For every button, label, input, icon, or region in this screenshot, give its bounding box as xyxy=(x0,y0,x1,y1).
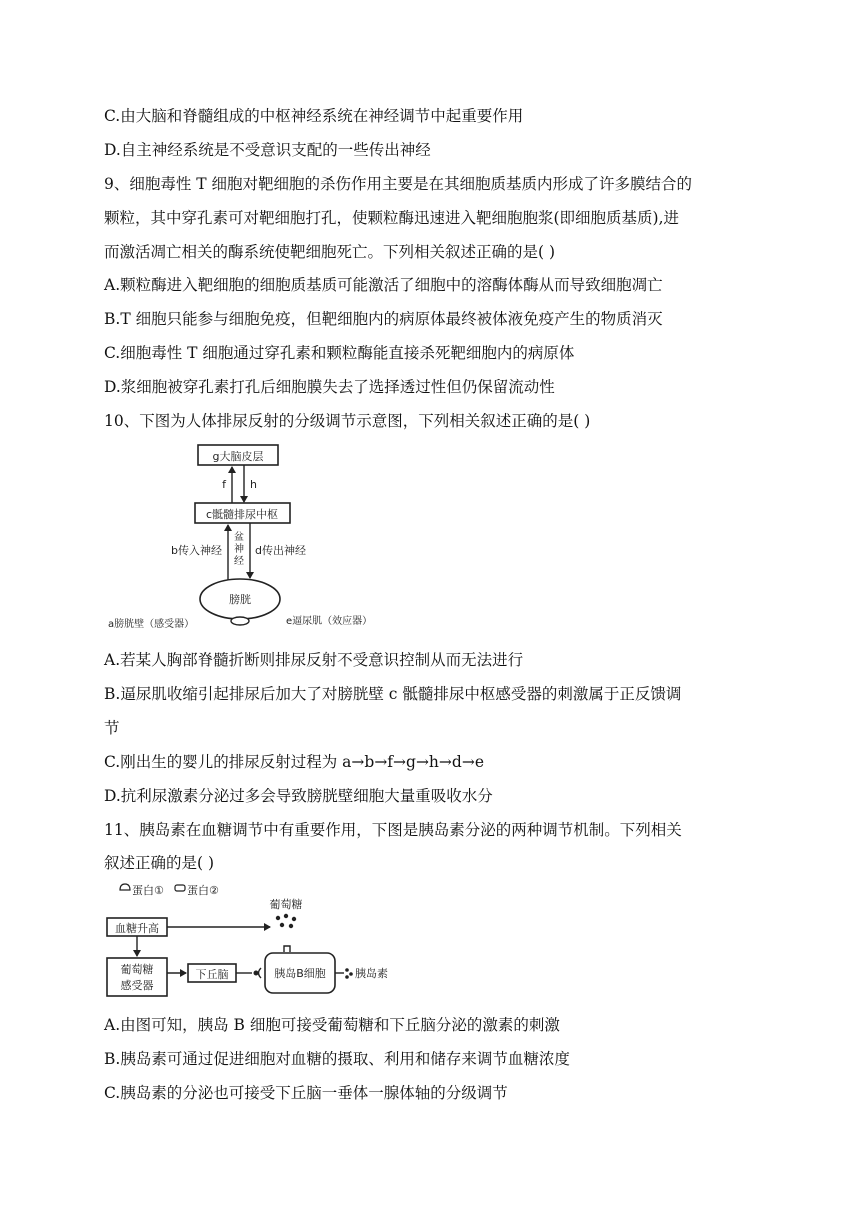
question-11-stem-2: 叙述正确的是( ) xyxy=(104,854,215,872)
urination-reflex-diagram xyxy=(100,440,400,635)
sacral-center-label: c骶髓排尿中枢 xyxy=(205,508,279,521)
receptor-label-2: 感受器 xyxy=(120,979,154,992)
option-9d: D.浆细胞被穿孔素打孔后细胞膜失去了选择透过性但仍保留流动性 xyxy=(104,378,555,396)
urethra-shape xyxy=(231,617,249,625)
option-9c: C.细胞毒性 T 细胞通过穿孔素和颗粒酶能直接杀死靶细胞内的病原体 xyxy=(104,344,575,362)
option-11a: A.由图可知，胰岛 B 细胞可接受葡萄糖和下丘脑分泌的激素的刺激 xyxy=(104,1016,560,1034)
receptor-label-1: 葡萄糖 xyxy=(120,963,154,976)
question-10-stem: 10、下图为人体排尿反射的分级调节示意图，下列相关叙述正确的是( ) xyxy=(104,412,591,430)
insulin-label: 胰岛素 xyxy=(355,967,388,980)
option-10a: A.若某人胸部脊髓折断则排尿反射不受意识控制从而无法进行 xyxy=(104,651,524,669)
afferent-label: b传入神经 xyxy=(171,544,222,557)
option-11c: C.胰岛素的分泌也可接受下丘脑一垂体一腺体轴的分级调节 xyxy=(104,1084,508,1102)
option-11b: B.胰岛素可通过促进细胞对血糖的摄取、利用和储存来调节血糖浓度 xyxy=(104,1050,570,1068)
question-9-stem-3: 而激活凋亡相关的酶系统使靶细胞死亡。下列相关叙述正确的是( ) xyxy=(104,243,556,261)
insulin-dots xyxy=(345,968,353,979)
question-9-stem-2: 颗粒，其中穿孔素可对靶细胞打孔，使颗粒酶迅速进入靶细胞胞浆(即细胞质基质),进 xyxy=(104,209,680,227)
efferent-label: d传出神经 xyxy=(255,544,306,557)
option-9b: B.T 细胞只能参与细胞免疫，但靶细胞内的病原体最终被体液免疫产生的物质消灭 xyxy=(104,310,663,328)
hypothalamus-label: 下丘脑 xyxy=(195,968,229,981)
cortex-label: g大脑皮层 xyxy=(212,450,264,463)
pelvic-nerve-char-1: 盆 xyxy=(234,532,244,543)
option-8c: C.由大脑和脊髓组成的中枢神经系统在神经调节中起重要作用 xyxy=(104,107,524,125)
insulin-regulation-diagram xyxy=(100,880,400,1000)
legend-protein-1: 蛋白① xyxy=(132,884,164,897)
bladder-wall-label: a膀胱壁（感受器） xyxy=(108,619,195,630)
option-9a: A.颗粒酶进入靶细胞的细胞质基质可能激活了细胞中的溶酶体酶从而导致细胞凋亡 xyxy=(104,276,663,294)
option-10b-2: 节 xyxy=(104,719,120,737)
protein-1-icon xyxy=(120,884,130,890)
question-11-stem-1: 11、胰岛素在血糖调节中有重要作用，下图是胰岛素分泌的两种调节机制。下列相关 xyxy=(104,821,682,839)
glucose-dots xyxy=(276,914,296,928)
option-8d: D.自主神经系统是不受意识支配的一些传出神经 xyxy=(104,141,431,159)
label-f: f xyxy=(222,478,226,491)
question-9-stem-1: 9、细胞毒性 T 细胞对靶细胞的杀伤作用主要是在其细胞质基质内形成了许多膜结合的 xyxy=(104,175,693,193)
pelvic-nerve-char-3: 经 xyxy=(234,556,244,567)
hormone-dot xyxy=(254,971,259,976)
protein-2-icon xyxy=(175,885,185,891)
option-10c: C.刚出生的婴儿的排尿反射过程为 a→b→f→g→h→d→e xyxy=(104,753,484,771)
glucose-label: 葡萄糖 xyxy=(269,898,303,911)
receptor-2-icon xyxy=(259,968,262,978)
pelvic-nerve-char-2: 神 xyxy=(234,544,244,555)
blood-sugar-label: 血糖升高 xyxy=(115,922,159,935)
bladder-label: 膀胱 xyxy=(229,593,251,606)
option-10d: D.抗利尿激素分泌过多会导致膀胱壁细胞大量重吸收水分 xyxy=(104,787,493,805)
receptor-1-icon xyxy=(284,946,290,952)
detrusor-label: e逼尿肌（效应器） xyxy=(286,616,373,627)
label-h: h xyxy=(250,478,257,491)
beta-cell-label: 胰岛B细胞 xyxy=(274,967,326,980)
legend-protein-2: 蛋白② xyxy=(187,884,219,897)
option-10b-1: B.逼尿肌收缩引起排尿后加大了对膀胱壁 c 骶髓排尿中枢感受器的刺激属于正反馈调 xyxy=(104,685,682,703)
